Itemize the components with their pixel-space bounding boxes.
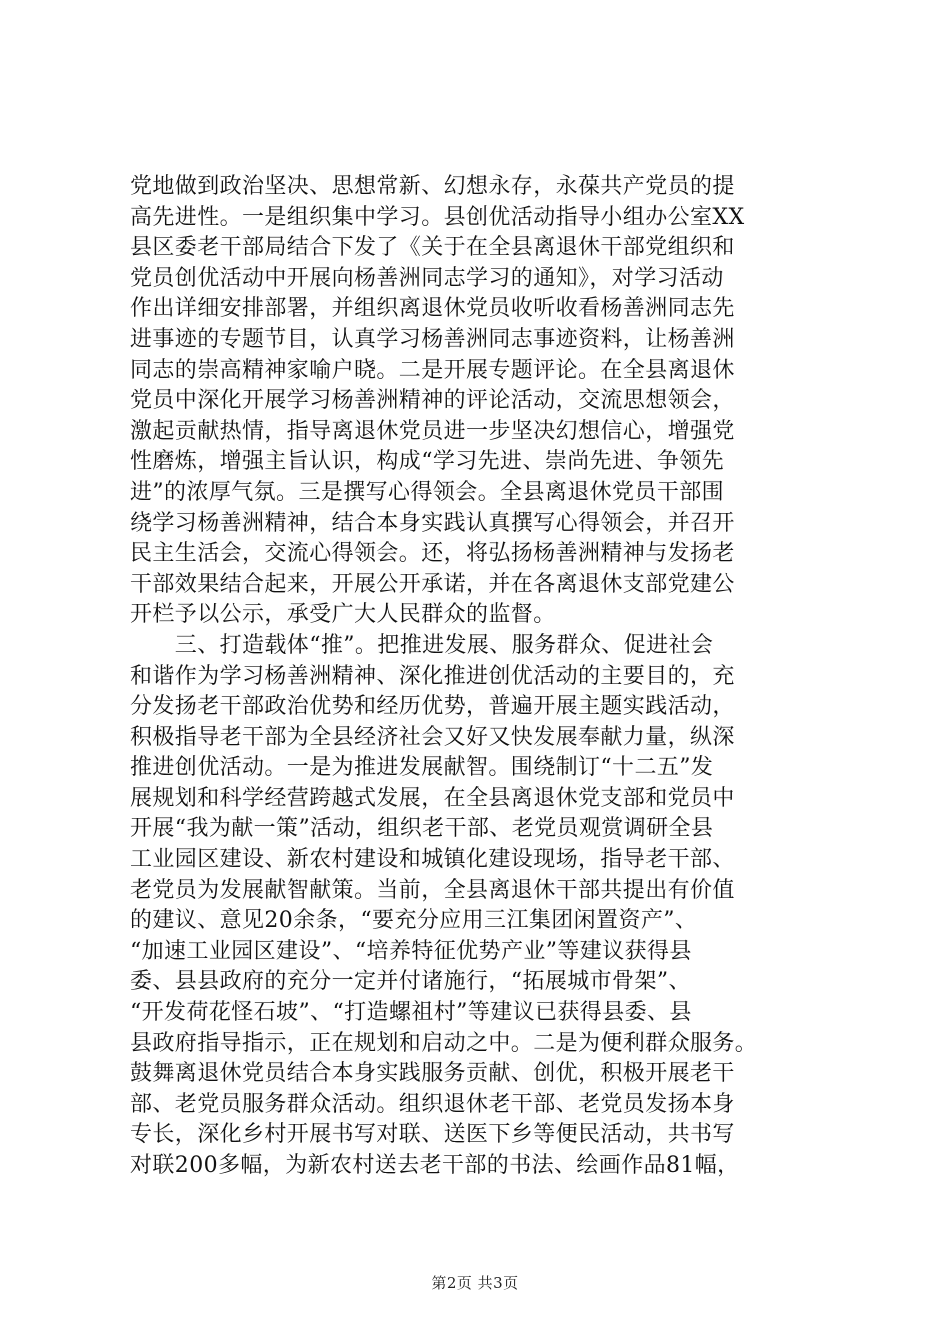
text-line: 进事迹的专题节目，认真学习杨善洲同志事迹资料，让杨善洲 <box>130 326 735 352</box>
text-line: 开展“我为献一策”活动，组织老干部、老党员观赏调研全县 <box>130 816 714 842</box>
text-line: 的建议、意见20余条，“要充分应用三江集团闲置资产”、 <box>130 908 698 934</box>
text-line: 和谐作为学习杨善洲精神、深化推进创优活动的主要目的，充 <box>130 663 735 689</box>
text-line: 党员创优活动中开展向杨善洲同志学习的通知》，对学习活动 <box>130 265 724 291</box>
text-line: 作出详细安排部署，并组织离退休党员收听收看杨善洲同志先 <box>130 296 735 322</box>
text-line: 县政府指导指示，正在规划和启动之中。二是为便利群众服务。 <box>130 1030 758 1056</box>
text-line: 进”的浓厚气氛。三是撰写心得领会。全县离退休党员干部围 <box>130 479 725 505</box>
body-text <box>130 172 870 1182</box>
text-line: 推进创优活动。一是为推进发展献智。围绕制订“十二五”发 <box>130 755 714 781</box>
page-footer: 第2页 共3页 <box>431 1274 519 1292</box>
text-line: 鼓舞离退休党员结合本身实践服务贡献、创优，积极开展老干 <box>130 1061 735 1087</box>
text-line: 党地做到政治坚决、思想常新、幻想永存，永葆共产党员的提 <box>130 174 735 199</box>
text-line: 专长，深化乡村开展书写对联、送医下乡等便民活动，共书写 <box>130 1122 735 1148</box>
text-line: 积极指导老干部为全县经济社会又好又快发展奉献力量，纵深 <box>130 724 735 750</box>
text-line: 分发扬老干部政治优势和经历优势，普遍开展主题实践活动， <box>130 694 735 720</box>
text-line: “开发荷花怪石坡”、“打造螺祖村”等建议已获得县委、县 <box>130 1000 692 1026</box>
text-line: 委、县县政府的充分一定并付诸施行，“拓展城市骨架”、 <box>130 969 691 995</box>
text-line: 县区委老干部局结合下发了《关于在全县离退休干部党组织和 <box>130 235 735 261</box>
text-line: 对联200多幅，为新农村送去老干部的书法、绘画作品81幅， <box>130 1153 740 1178</box>
text-line: 绕学习杨善洲精神，结合本身实践认真撰写心得领会，并召开 <box>130 510 735 536</box>
text-line: 三、打造载体“推”。把推进发展、服务群众、促进社会 <box>130 632 714 658</box>
text-line: 展规划和科学经营跨越式发展，在全县离退休党支部和党员中 <box>130 785 735 811</box>
text-line: 党员中深化开展学习杨善洲精神的评论活动，交流思想领会， <box>130 388 735 414</box>
text-line: 开栏予以公示，承受广大人民群众的监督。 <box>130 602 556 628</box>
text-line: 同志的崇高精神家喻户晓。二是开展专题评论。在全县离退休 <box>130 357 735 383</box>
text-line: 部、老党员服务群众活动。组织退休老干部、老党员发扬本身 <box>130 1091 735 1117</box>
text-line: 工业园区建设、新农村建设和城镇化建设现场，指导老干部、 <box>130 847 735 873</box>
text-line: “加速工业园区建设”、“培养特征优势产业”等建议获得县 <box>130 938 692 964</box>
text-line: 民主生活会，交流心得领会。还，将弘扬杨善洲精神与发扬老 <box>130 541 735 567</box>
text-line: 激起贡献热情，指导离退休党员进一步坚决幻想信心，增强党 <box>130 418 735 444</box>
text-line: 高先进性。一是组织集中学习。县创优活动指导小组办公室XX <box>130 204 745 230</box>
text-line: 干部效果结合起来，开展公开承诺，并在各离退休支部党建公 <box>130 571 735 597</box>
text-line: 老党员为发展献智献策。当前，全县离退休干部共提出有价值 <box>130 877 735 903</box>
text-line: 性磨炼，增强主旨认识，构成“学习先进、崇尚先进、争领先 <box>130 449 725 475</box>
